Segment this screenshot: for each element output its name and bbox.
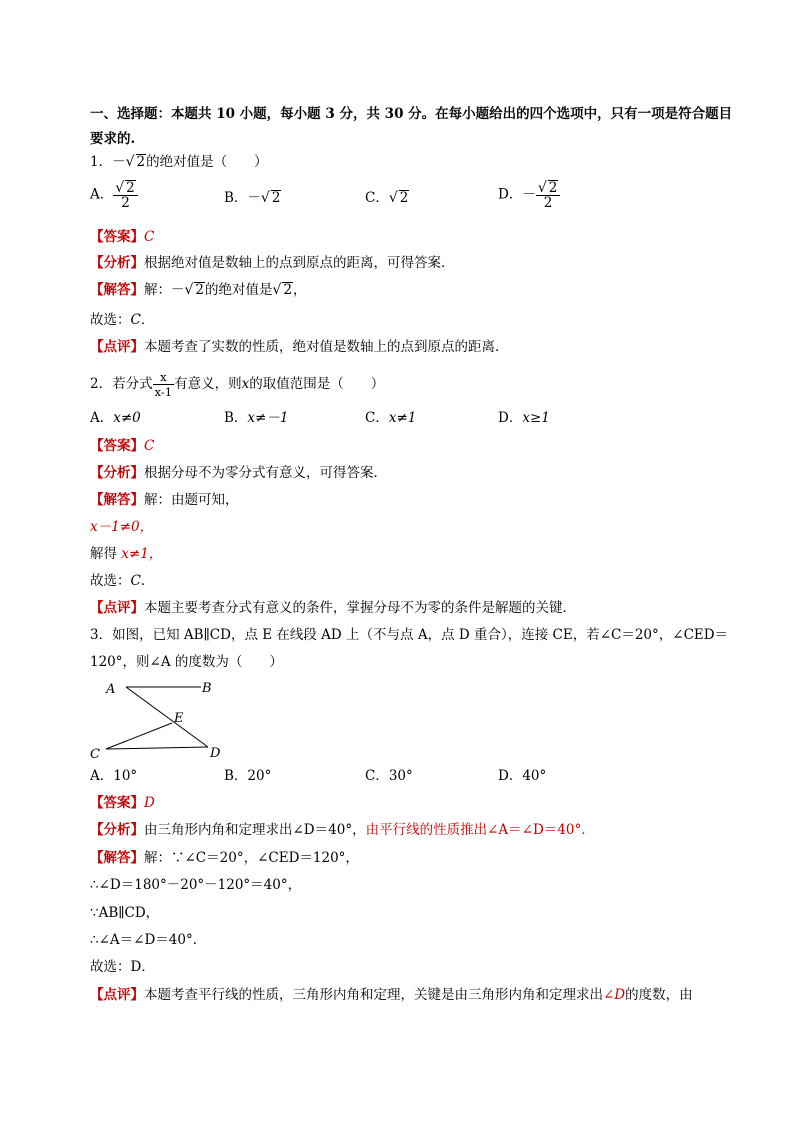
option-label: C． — [365, 190, 389, 206]
q2-stem-text: 的取值范围是（ ） — [249, 376, 385, 392]
q3-option-b: B．20° — [224, 768, 272, 784]
radicand: 2 — [283, 282, 293, 298]
comment-text-end: 的度数，由 — [625, 987, 693, 1003]
denominator: 2 — [121, 195, 130, 211]
numerator: x — [153, 370, 175, 385]
analysis-text-highlight: 由平行线的性质推出∠A＝∠D＝40°． — [365, 822, 595, 838]
q3-solution — [90, 848, 359, 868]
solution-label: 【解答】 — [90, 282, 144, 298]
choose-value: C — [130, 573, 141, 589]
q3-step3: ∴∠A＝∠D＝40°． — [90, 932, 207, 948]
q2-answer — [90, 436, 154, 456]
q3-answer — [90, 793, 155, 813]
q2-option-d — [498, 408, 550, 428]
q3-option-a: A．10° — [90, 768, 138, 784]
q3-choose: 故选：D． — [90, 959, 155, 975]
option-value: x≠－1 — [247, 410, 289, 426]
analysis-text: 根据分母不为零分式有意义，可得答案． — [144, 465, 387, 481]
line-ad — [126, 687, 208, 747]
comment-text-highlight: ∠D — [603, 987, 626, 1003]
option-label: A． — [90, 410, 114, 426]
q1-number: 1． — [90, 154, 113, 170]
point-e-label: E — [174, 711, 184, 726]
q1-option-d — [498, 180, 560, 210]
radicand: 2 — [195, 282, 205, 298]
q2-stem-text: 若分式 — [112, 376, 153, 392]
q3-option-d: D．40° — [498, 768, 547, 784]
choose-suffix: ． — [140, 573, 155, 589]
solution-text: 解：－ — [144, 282, 185, 298]
option-label: D． — [498, 410, 523, 426]
q2-analysis — [90, 463, 387, 483]
solution-label: 【解答】 — [90, 492, 144, 508]
section-header-line2: 要求的. — [90, 131, 136, 147]
option-label: A． — [90, 186, 114, 203]
option-label: D．－ — [498, 186, 536, 203]
comment-text: 本题考查了实数的性质，绝对值是数轴上的点到原点的距离． — [144, 339, 509, 355]
q2-solution — [90, 490, 239, 510]
analysis-label: 【分析】 — [90, 465, 144, 481]
denominator: x-1 — [154, 385, 173, 399]
fraction: $\frac{√ 2}{2}$ — [536, 180, 561, 210]
solution-text: 解：由题可知， — [144, 492, 239, 508]
q3-comment — [90, 985, 693, 1005]
section-header-line1: 一、选择题：本题共 10 小题，每小题 3 分，共 30 分。在每小题给出的四个选项中，只有一项是符合题目 — [90, 106, 733, 122]
choose-suffix: ． — [140, 312, 155, 328]
option-label: B． — [224, 410, 248, 426]
solution-text: ， — [293, 282, 307, 298]
q1-comment — [90, 337, 509, 357]
q3-geometry-figure — [86, 676, 246, 762]
answer-label: 【答案】 — [90, 229, 144, 245]
q2-option-c — [365, 408, 416, 428]
q2-variable: x — [241, 376, 250, 392]
q1-stem — [90, 152, 268, 172]
denominator: 2 — [543, 195, 553, 211]
q2-comment — [90, 598, 576, 618]
comment-label: 【点评】 — [90, 600, 144, 616]
q3-stem-line1: 3．如图，已知 AB∥CD，点 E 在线段 AD 上（不与点 A，点 D 重合），连接 CE，若∠C＝20°，∠CED＝ — [90, 627, 729, 643]
sqrt-sign: √ — [125, 154, 135, 170]
option-label: C． — [365, 410, 389, 426]
q2-step2 — [90, 544, 162, 564]
comment-label: 【点评】 — [90, 987, 144, 1003]
comment-text: 本题主要考查分式有意义的条件，掌握分母不为零的条件是解题的关键． — [144, 600, 576, 616]
solution-label: 【解答】 — [90, 850, 144, 866]
point-b-label: B — [202, 681, 212, 696]
line-cd — [106, 747, 208, 749]
analysis-text: 由三角形内角和定理求出∠D＝40°， — [144, 822, 366, 838]
radicand: 2 — [271, 190, 281, 206]
point-d-label: D — [210, 746, 221, 761]
q3-step1: ∴∠D＝180°－20°－120°＝40°， — [90, 877, 302, 893]
q2-option-a — [90, 408, 141, 428]
step-value: x≠1， — [121, 546, 163, 562]
q1-radicand: 2 — [136, 154, 146, 170]
solution-text: 的绝对值是 — [205, 282, 273, 298]
option-value: x≥1 — [522, 410, 550, 426]
analysis-label: 【分析】 — [90, 822, 144, 838]
q2-fraction — [153, 370, 175, 399]
q3-option-c: C．30° — [365, 768, 413, 784]
fraction: $\frac{√ 2}{2}$ — [113, 180, 138, 210]
q2-stem — [90, 370, 384, 399]
q3-step2: ∵AB∥CD， — [90, 905, 160, 921]
radicand: 2 — [126, 180, 135, 196]
answer-value: C — [144, 229, 155, 245]
answer-label: 【答案】 — [90, 795, 144, 811]
q1-solution: 【解答】解：－√ 2的绝对值是√ 2， — [90, 282, 307, 298]
q2-option-b — [224, 408, 288, 428]
analysis-text: 根据绝对值是数轴上的点到原点的距离，可得答案． — [144, 255, 455, 271]
step-prefix: 解得 — [90, 546, 122, 562]
solution-text: 解：∵∠C＝20°，∠CED＝120°， — [144, 850, 359, 866]
point-a-label: A — [106, 682, 116, 697]
line-ce — [106, 723, 172, 749]
q2-step1: x－1≠0， — [90, 519, 154, 535]
radicand: 2 — [399, 190, 409, 206]
q3-analysis — [90, 820, 595, 840]
choose-label: 故选： — [90, 573, 131, 589]
q1-option-a — [90, 180, 138, 210]
q2-choose — [90, 571, 154, 591]
q2-stem-text: 有意义，则 — [174, 376, 242, 392]
q1-answer — [90, 227, 154, 247]
option-label: B．－ — [224, 190, 261, 206]
q1-analysis — [90, 253, 455, 273]
q1-option-b: B．－√ 2 — [224, 190, 281, 206]
q3-stem-line2: 120°，则∠A 的度数为（ ） — [90, 654, 283, 670]
q1-stem-suffix: 的绝对值是（ ） — [146, 154, 268, 170]
choose-label: 故选： — [90, 312, 131, 328]
q1-minus: － — [112, 154, 126, 170]
answer-label: 【答案】 — [90, 438, 144, 454]
choose-value: C — [130, 312, 141, 328]
option-value: x≠0 — [113, 410, 141, 426]
option-value: x≠1 — [388, 410, 417, 426]
answer-value: D — [144, 795, 155, 811]
q2-number: 2． — [90, 376, 113, 392]
analysis-label: 【分析】 — [90, 255, 144, 271]
q1-choose — [90, 310, 154, 330]
answer-value: C — [144, 438, 155, 454]
comment-text: 本题考查平行线的性质，三角形内角和定理，关键是由三角形内角和定理求出 — [144, 987, 603, 1003]
radicand: 2 — [548, 180, 558, 196]
q1-option-c: C．√ 2 — [365, 190, 409, 206]
comment-label: 【点评】 — [90, 339, 144, 355]
point-c-label: C — [90, 747, 100, 762]
